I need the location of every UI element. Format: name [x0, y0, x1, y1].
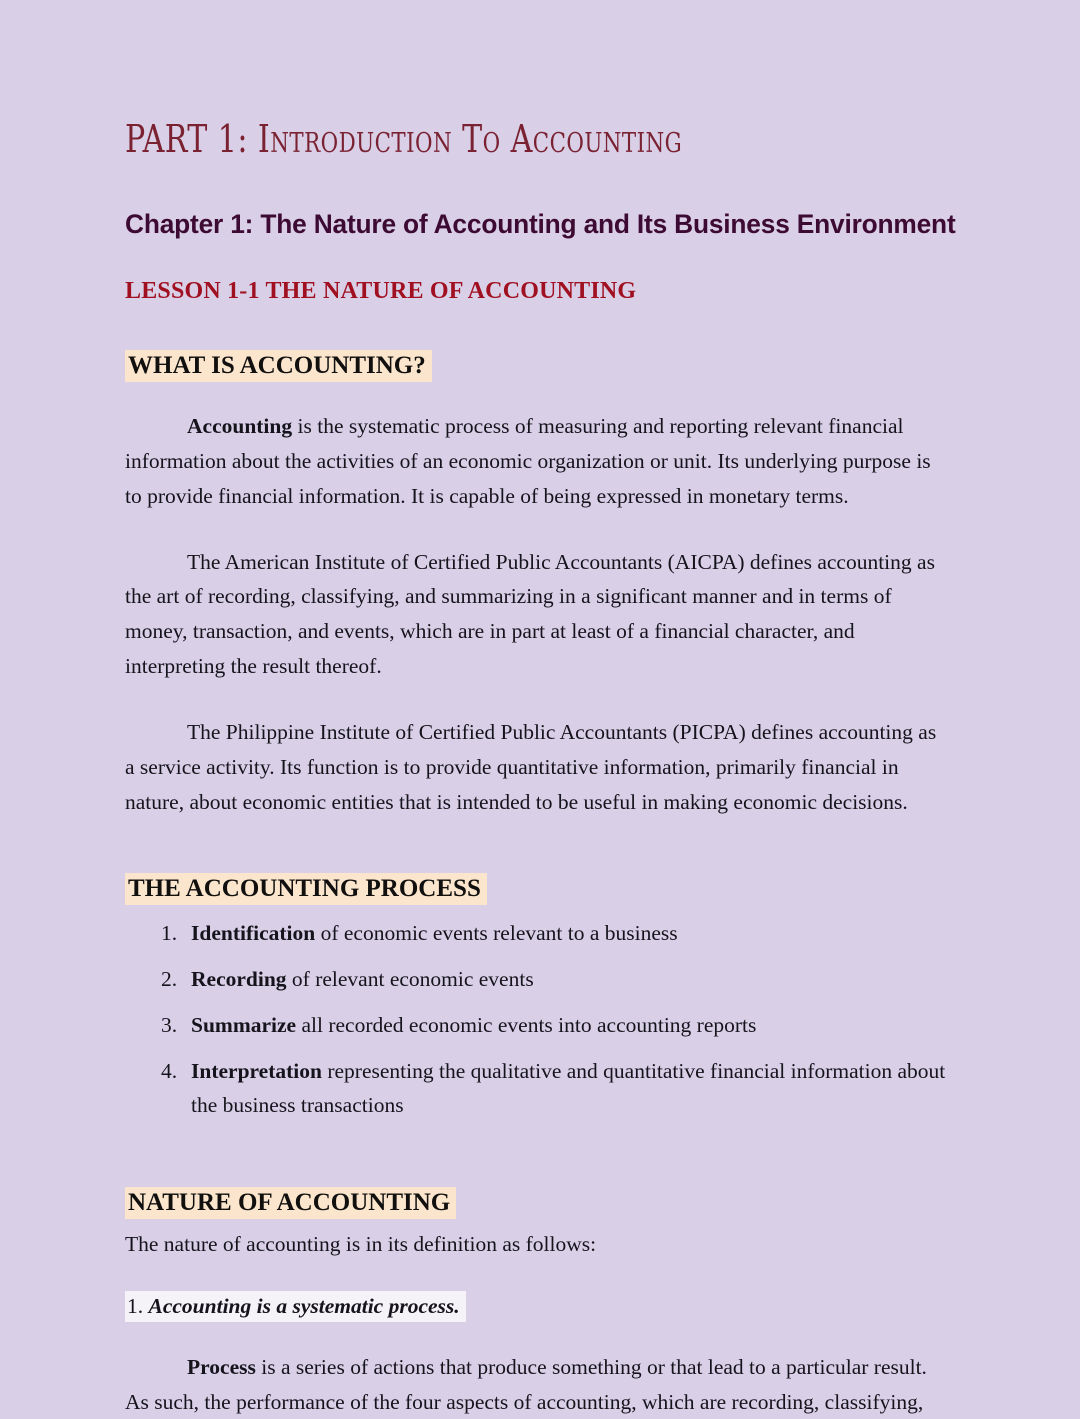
list-item-lead: Interpretation: [191, 1058, 322, 1083]
list-item-text: of economic events relevant to a business: [315, 920, 678, 945]
paragraph-aicpa-definition: [125, 514, 943, 684]
list-item-text: of relevant economic events: [286, 966, 534, 991]
list-item-lead: Summarize: [191, 1012, 297, 1037]
list-item: [125, 1055, 955, 1123]
section-heading-what-is-accounting: [125, 306, 955, 381]
list-item-number: 2.: [161, 966, 178, 991]
list-item-number: 3.: [161, 1012, 178, 1037]
paragraph-picpa-definition: [125, 684, 943, 819]
paragraph-accounting-definition: [125, 381, 943, 513]
definition-text: Accounting is a systematic process.: [148, 1293, 460, 1318]
paragraph-body: The American Institute of Certified Public Accountants (AICPA) defines accounting as the art of recording, classifying, and summarizing in a significant manner and in terms of money, transaction, and events, which are in part at least of a financial character, and interpreting the result thereof.: [125, 549, 935, 679]
lead-term-process: Process: [187, 1354, 256, 1379]
list-item-text: all recorded economic events into accounting reports: [296, 1012, 757, 1037]
definition-number: 1.: [127, 1293, 149, 1318]
paragraph-body: The Philippine Institute of Certified Public Accountants (PICPA) defines accounting as a service activity. Its function is to provide quantitative information, primarily financial in nature, about economic entities that is intended to be useful in making economic decisions.: [125, 719, 937, 814]
definition-item-1: [125, 1262, 955, 1322]
accounting-process-list: [125, 905, 955, 1123]
paragraph-body: is a series of actions that produce something or that lead to a particular result. As such, the performance of the four aspects of accounting, which are recording, classifying,: [125, 1354, 927, 1414]
part-title: PART 1: Introduction To Accounting: [125, 117, 683, 161]
lesson-heading: LESSON 1-1 THE NATURE OF ACCOUNTING: [125, 278, 637, 305]
list-item-lead: Identification: [191, 920, 316, 945]
section-heading-accounting-process: [125, 819, 955, 904]
list-item: [125, 1009, 955, 1043]
list-item: [125, 917, 955, 951]
section-heading-highlight: THE ACCOUNTING PROCESS: [125, 873, 487, 905]
paragraph-body: is the systematic process of measuring and reporting relevant financial information about the activities of an economic organization or unit. Its underlying purpose is to provide financial information. It is capable of being expressed in monetary terms.: [125, 414, 931, 508]
lead-term-accounting: Accounting: [187, 414, 293, 439]
section-heading-nature-of-accounting: [125, 1135, 955, 1218]
list-item-number: 4.: [161, 1058, 178, 1083]
paragraph-nature-intro: The nature of accounting is in its definition as follows:: [125, 1231, 597, 1256]
list-item-text: representing the qualitative and quantitative financial information about the business transactions: [191, 1058, 946, 1117]
chapter-heading: Chapter 1: The Nature of Accounting and Its Business Environment: [125, 208, 956, 239]
list-item: [125, 963, 955, 997]
list-item-lead: Recording: [191, 966, 287, 991]
list-item-number: 1.: [161, 920, 178, 945]
definition-highlight: [125, 1291, 466, 1322]
section-heading-highlight: WHAT IS ACCOUNTING?: [125, 350, 432, 382]
paragraph-process-explanation: [125, 1322, 943, 1419]
section-heading-highlight: NATURE OF ACCOUNTING: [125, 1187, 456, 1219]
